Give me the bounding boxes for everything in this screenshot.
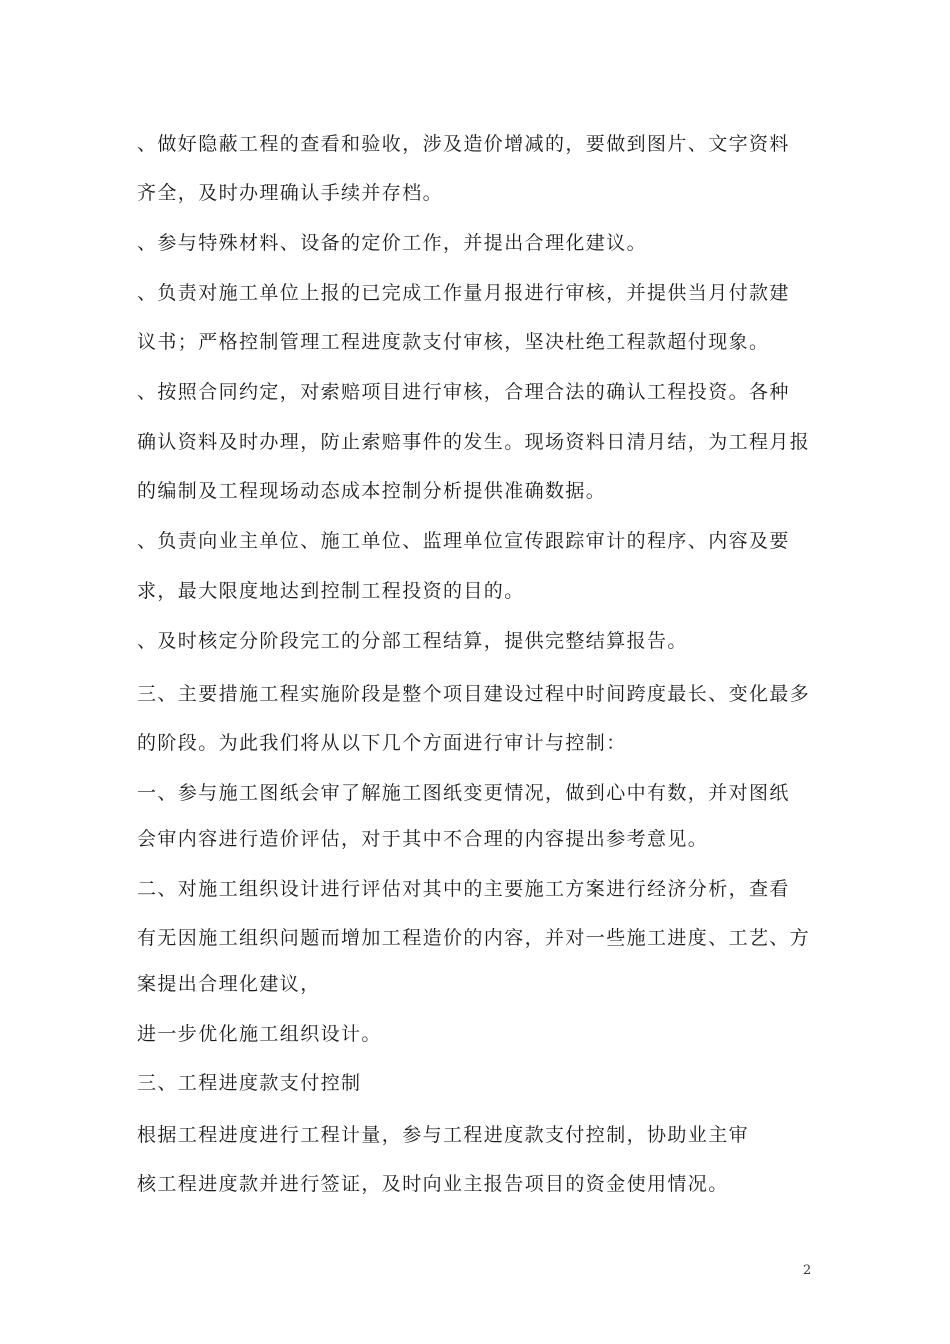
text-line: 齐全，及时办理确认手续并存档。	[137, 182, 444, 204]
text-line: 三、主要措施工程实施阶段是整个项目建设过程中时间跨度最长、变化最多	[137, 683, 811, 705]
text-line: 三、工程进度款支付控制	[137, 1072, 362, 1094]
text-line: 二、对施工组织设计进行评估对其中的主要施工方案进行经济分析，查看	[137, 878, 790, 900]
text-line: 根据工程进度进行工程计量，参与工程进度款支付控制，协助业主审	[137, 1124, 750, 1146]
text-line: 案提出合理化建议，	[137, 973, 321, 995]
text-line: 、做好隐蔽工程的查看和验收，涉及造价增减的，要做到图片、文字资料	[137, 133, 790, 155]
text-line: 会审内容进行造价评估，对于其中不合理的内容提出参考意见。	[137, 828, 709, 850]
text-line: 有无因施工组织问题而增加工程造价的内容，并对一些施工进度、工艺、方	[137, 927, 811, 949]
page-number: 2	[803, 1263, 812, 1278]
text-line: 求，最大限度地达到控制工程投资的目的。	[137, 580, 525, 602]
text-line: 、按照合同约定，对索赔项目进行审核，合理合法的确认工程投资。各种	[137, 381, 790, 403]
text-line: 的阶段。为此我们将从以下几个方面进行审计与控制：	[137, 732, 627, 754]
text-line: 一、参与施工图纸会审了解施工图纸变更情况，做到心中有数，并对图纸	[137, 782, 790, 804]
text-line: 核工程进度款并进行签证，及时向业主报告项目的资金使用情况。	[137, 1173, 729, 1195]
text-line: 、及时核定分阶段完工的分部工程结算，提供完整结算报告。	[137, 630, 688, 652]
text-line: 、负责向业主单位、施工单位、监理单位宣传跟踪审计的程序、内容及要	[137, 530, 790, 552]
text-line: 、负责对施工单位上报的已完成工作量月报进行审核，并提供当月付款建	[137, 282, 790, 304]
text-line: 的编制及工程现场动态成本控制分析提供准确数据。	[137, 480, 607, 502]
text-line: 确认资料及时办理，防止索赔事件的发生。现场资料日清月结，为工程月报	[137, 431, 811, 453]
text-line: 、参与特殊材料、设备的定价工作，并提出合理化建议。	[137, 232, 648, 254]
text-line: 进一步优化施工组织设计。	[137, 1023, 382, 1045]
text-line: 议书；严格控制管理工程进度款支付审核，坚决杜绝工程款超付现象。	[137, 331, 770, 353]
